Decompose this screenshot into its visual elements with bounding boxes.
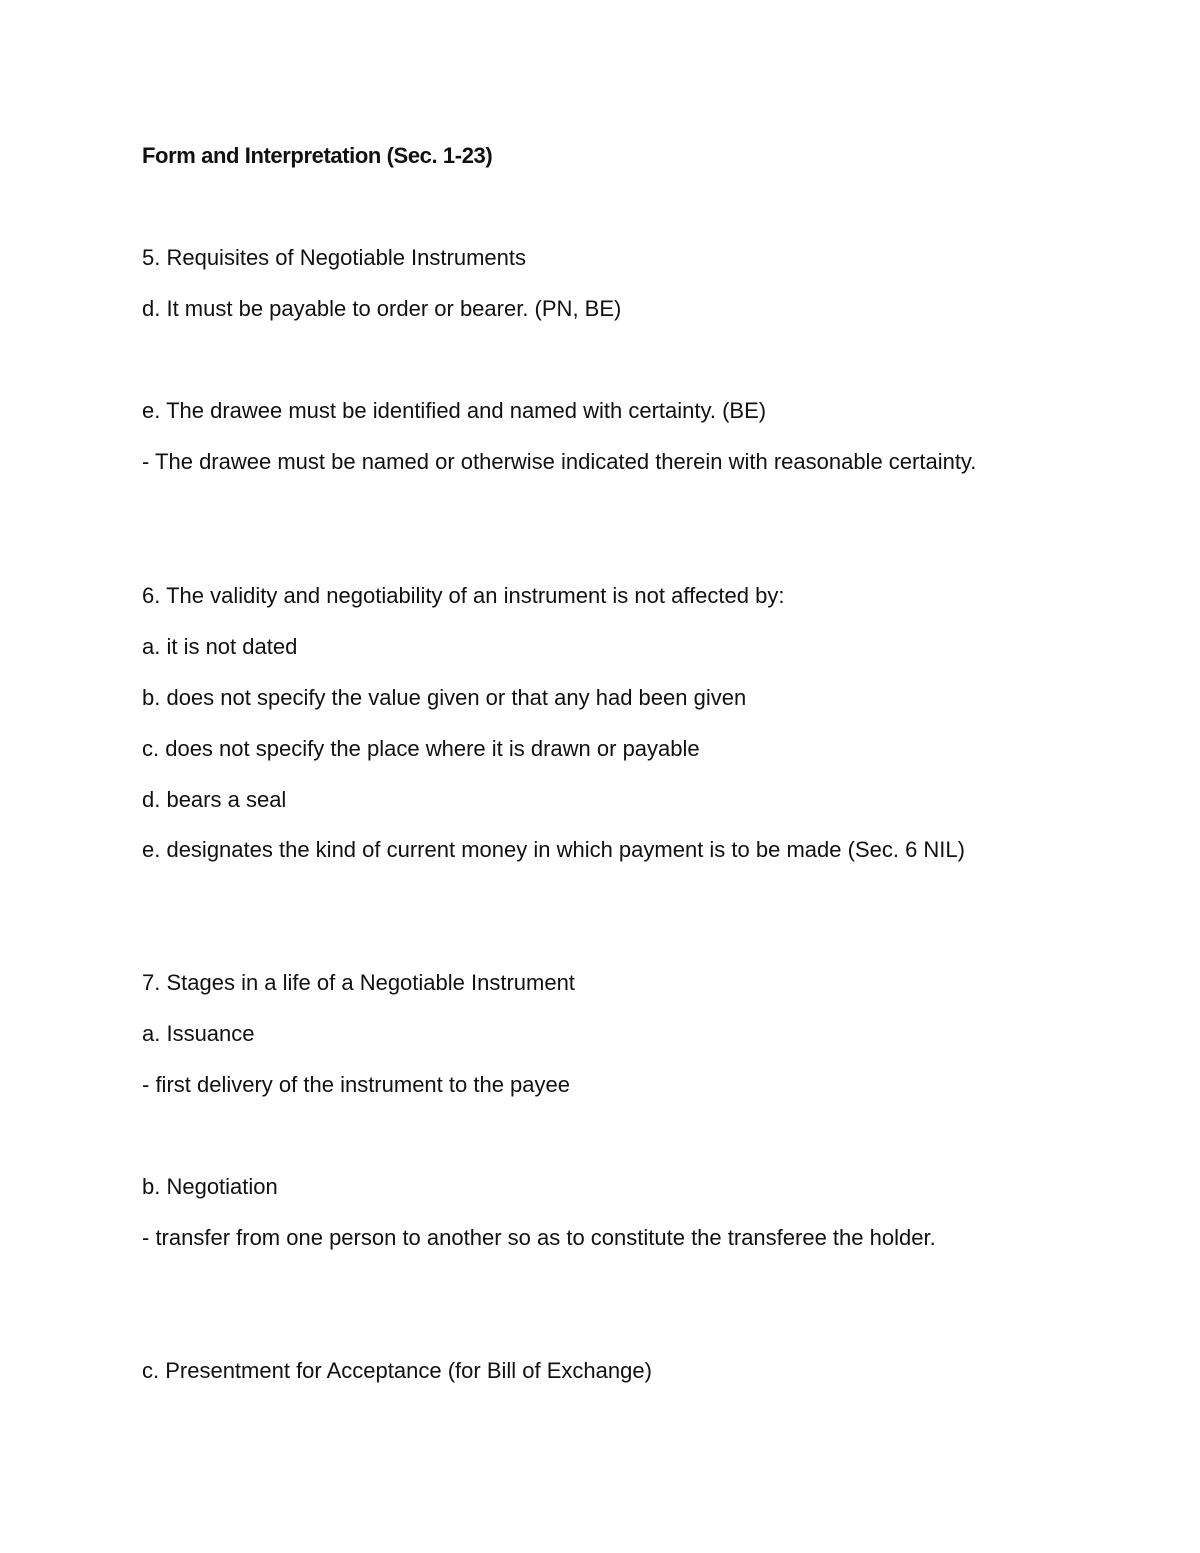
section-7-item-c: c. Presentment for Acceptance (for Bill of Exchange) (142, 1358, 652, 1383)
section-6-heading: 6. The validity and negotiability of an instrument is not affected by: (142, 583, 785, 608)
section-5-item-e: e. The drawee must be identified and named with certainty. (BE) (142, 398, 767, 423)
section-5-item-d: d. It must be payable to order or bearer. (PN, BE) (142, 296, 622, 321)
section-6-item-e: e. designates the kind of current money in which payment is to be made (Sec. 6 NIL) (142, 837, 965, 862)
section-7-item-b: b. Negotiation (142, 1174, 278, 1199)
section-7-item-a: a. Issuance (142, 1021, 255, 1046)
section-6-item-c: c. does not specify the place where it is drawn or payable (142, 736, 700, 761)
section-7-heading: 7. Stages in a life of a Negotiable Instrument (142, 970, 575, 995)
section-5-heading: 5. Requisites of Negotiable Instruments (142, 245, 526, 270)
page-title: Form and Interpretation (Sec. 1-23) (142, 143, 493, 168)
section-7-item-b-note: - transfer from one person to another so as to constitute the transferee the holder. (142, 1225, 936, 1250)
section-6-item-a: a. it is not dated (142, 634, 298, 659)
section-6-item-d: d. bears a seal (142, 787, 287, 812)
section-6-item-b: b. does not specify the value given or that any had been given (142, 685, 747, 710)
section-7-item-a-note: - first delivery of the instrument to the payee (142, 1072, 570, 1097)
section-5-item-e-note: - The drawee must be named or otherwise indicated therein with reasonable certainty. (142, 449, 977, 474)
